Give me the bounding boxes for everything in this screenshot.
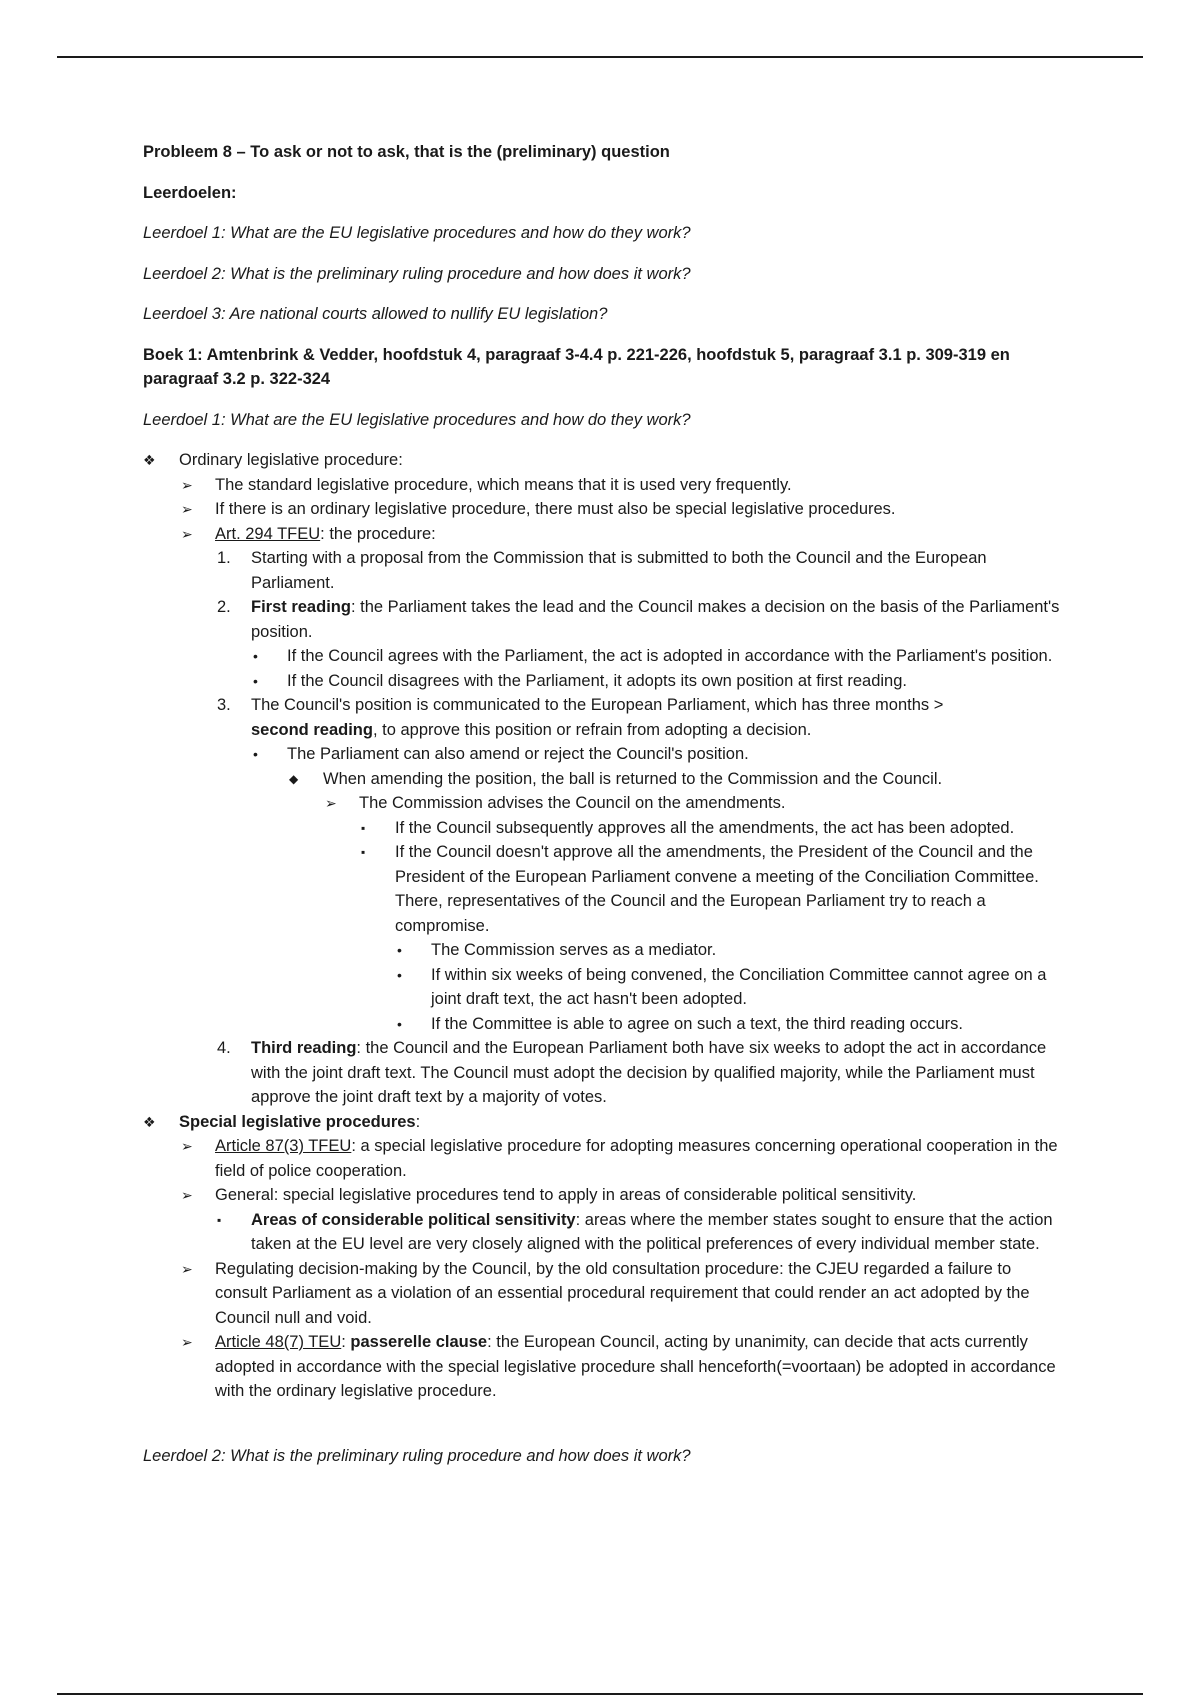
step-1: 1. Starting with a proposal from the Commission that is submitted to both the Council and the European Parliament. bbox=[143, 546, 1063, 595]
list-item: ◆ When amending the position, the ball is returned to the Commission and the Council. bbox=[143, 767, 1063, 792]
article-reference: Art. 294 TFEU bbox=[215, 524, 321, 543]
bullet-icon: • bbox=[397, 1015, 402, 1032]
goal-2: Leerdoel 2: What is the preliminary ruling procedure and how does it work? bbox=[143, 264, 691, 283]
diamond-bullet-icon: ❖ bbox=[143, 452, 156, 468]
page-title: Probleem 8 – To ask or not to ask, that is the (preliminary) question bbox=[143, 143, 670, 161]
bullet-icon: • bbox=[253, 672, 258, 689]
list-item: • The Parliament can also amend or reject the Council's position. bbox=[143, 742, 1063, 767]
bullet-icon: • bbox=[253, 648, 258, 664]
arrow-bullet-icon: ➢ bbox=[181, 1187, 193, 1203]
step-4: 4. Third reading: the Council and the European Parliament both have six weeks to adopt the act in accordance with the joint draft text. The Council must adopt the decision by qualified majority, while the Parliament must approve the joint draft text by a majority of votes. bbox=[143, 1036, 1063, 1110]
list-item: ▪ If the Council doesn't approve all the amendments, the President of the Council and the President of the European Parliament convene a meeting of the Conciliation Committee. There, representatives of the Council and the European Parliament try to reach a compromise. bbox=[143, 840, 1063, 938]
section2-heading: Leerdoel 2: What is the preliminary ruling procedure and how does it work? bbox=[143, 1446, 691, 1465]
goal-1: Leerdoel 1: What are the EU legislative procedures and how do they work? bbox=[143, 224, 691, 242]
list-item: ▪ If the Council subsequently approves all the amendments, the act has been adopted. bbox=[143, 816, 1063, 841]
list-item: • The Commission serves as a mediator. bbox=[143, 938, 1063, 963]
list-item: • If the Council agrees with the Parliament, the act is adopted in accordance with the Parliament's position. bbox=[143, 644, 1063, 669]
list-item: ➢ Regulating decision-making by the Council, by the old consultation procedure: the CJEU regarded a failure to consult Parliament as a violation of an essential procedural requirement that could render an act adopted by the Council null and void. bbox=[143, 1257, 1063, 1331]
step-2: 2. First reading: the Parliament takes the lead and the Council makes a decision on the basis of the Parliament's position. bbox=[143, 595, 1063, 644]
ordinary-procedure-item bbox=[143, 448, 1063, 473]
list-item: ➢ Article 87(3) TFEU: a special legislative procedure for adopting measures concerning operational cooperation in the field of police cooperation. bbox=[143, 1134, 1063, 1183]
arrow-bullet-icon: ➢ bbox=[325, 795, 337, 811]
book-heading: Boek 1: Amtenbrink & Vedder, hoofdstuk 4, paragraaf 3-4.4 p. 221-226, hoofdstuk 5, paragraaf 3.1 p. 309-319 en paragraaf 3.2 p. 322-324 bbox=[143, 345, 1010, 388]
arrow-bullet-icon: ➢ bbox=[181, 525, 193, 542]
list-item: • If the Committee is able to agree on such a text, the third reading occurs. bbox=[143, 1012, 1063, 1037]
article-reference: Article 87(3) TFEU bbox=[215, 1137, 352, 1155]
document-body bbox=[143, 140, 1063, 1484]
arrow-bullet-icon: ➢ bbox=[181, 476, 193, 493]
ordinary-label: Ordinary legislative procedure: bbox=[179, 451, 403, 469]
list-item: ▪ Areas of considerable political sensitivity: areas where the member states sought to ensure that the action taken at the EU level are very closely aligned with the political preferences of every individual member state. bbox=[143, 1208, 1063, 1257]
section1-heading: Leerdoel 1: What are the EU legislative procedures and how do they work? bbox=[143, 410, 691, 429]
list-item: ➢ The standard legislative procedure, which means that it is used very frequently. bbox=[143, 473, 1063, 498]
arrow-bullet-icon: ➢ bbox=[181, 1138, 193, 1154]
footer-rule bbox=[57, 1693, 1143, 1695]
article-reference: Article 48(7) TEU bbox=[215, 1333, 342, 1351]
square-bullet-icon: ▪ bbox=[217, 1212, 222, 1227]
list-item: ➢ Article 48(7) TEU: passerelle clause: the European Council, acting by unanimity, can decide that acts currently adopted in accordance with the special legislative procedure shall henceforth(=voortaan) be adopted in accordance with the ordinary legislative procedure. bbox=[143, 1330, 1063, 1404]
arrow-bullet-icon: ➢ bbox=[181, 1334, 193, 1350]
diamond-icon: ◆ bbox=[289, 771, 299, 786]
special-procedures-item: ❖ Special legislative procedures: bbox=[143, 1110, 1063, 1135]
step-3: 3. The Council's position is communicated to the European Parliament, which has three months > second reading, to approve this position or refrain from adopting a decision. bbox=[143, 693, 1063, 742]
diamond-bullet-icon: ❖ bbox=[143, 1113, 156, 1130]
arrow-bullet-icon: ➢ bbox=[181, 501, 193, 517]
step-number: 4. bbox=[217, 1039, 231, 1057]
bullet-icon: • bbox=[397, 942, 402, 958]
square-bullet-icon: ▪ bbox=[361, 820, 366, 835]
bullet-icon: • bbox=[253, 746, 258, 762]
list-item: ➢ General: special legislative procedures tend to apply in areas of considerable political sensitivity. bbox=[143, 1183, 1063, 1208]
list-item: ➢ The Commission advises the Council on the amendments. bbox=[143, 791, 1063, 816]
step-number: 2. bbox=[217, 598, 231, 616]
list-item: • If within six weeks of being convened, the Conciliation Committee cannot agree on a joint draft text, the act hasn't been adopted. bbox=[143, 963, 1063, 1012]
step-number: 3. bbox=[217, 696, 231, 714]
leerdoelen-heading: Leerdoelen: bbox=[143, 183, 237, 202]
bullet-icon: • bbox=[397, 966, 402, 983]
arrow-bullet-icon: ➢ bbox=[181, 1260, 193, 1277]
square-bullet-icon: ▪ bbox=[361, 845, 366, 859]
list-item: • If the Council disagrees with the Parliament, it adopts its own position at first reading. bbox=[143, 669, 1063, 694]
special-label: Special legislative procedures bbox=[179, 1112, 416, 1131]
list-item: ➢ If there is an ordinary legislative procedure, there must also be special legislative procedures. bbox=[143, 497, 1063, 522]
step-number: 1. bbox=[217, 549, 231, 567]
goal-3: Leerdoel 3: Are national courts allowed to nullify EU legislation? bbox=[143, 305, 608, 323]
header-rule bbox=[57, 56, 1143, 58]
list-item: ➢ Art. 294 TFEU: the procedure: bbox=[143, 522, 1063, 547]
